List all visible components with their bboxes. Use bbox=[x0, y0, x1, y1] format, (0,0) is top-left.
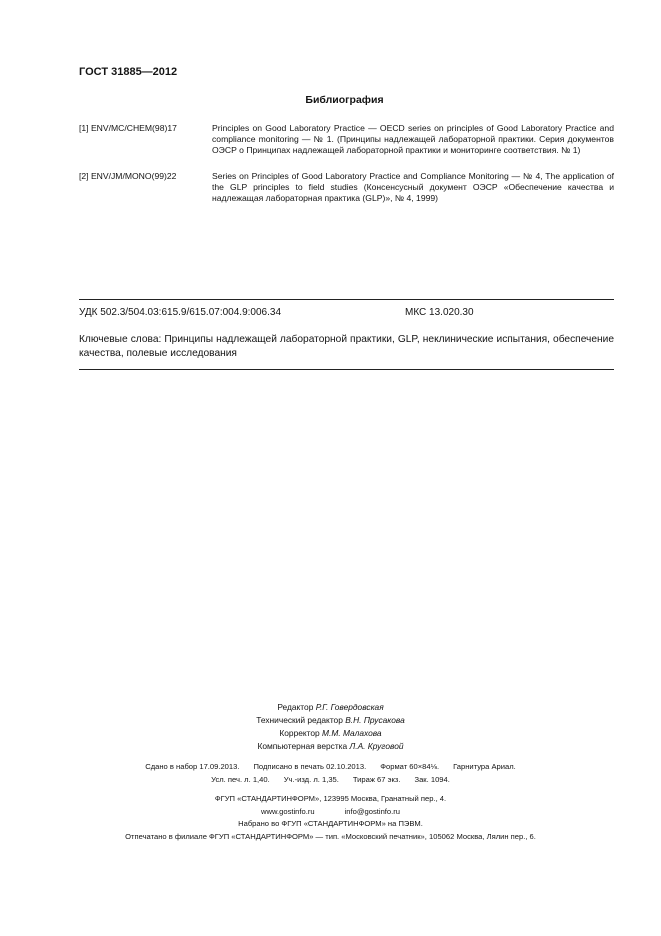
page-header-standard-number: ГОСТ 31885—2012 bbox=[79, 66, 178, 78]
imprint-signed-to-print: Подписано в печать 02.10.2013. bbox=[253, 762, 367, 771]
publisher-typeset-note: Набрано во ФГУП «СТАНДАРТИНФОРМ» на ПЭВМ. bbox=[238, 819, 423, 828]
udk-code: УДК 502.3/504.03:615.9/615.07:004.9:006.34 bbox=[79, 307, 282, 318]
credit-line bbox=[0, 740, 661, 753]
credit-name: М.М. Малахова bbox=[322, 728, 382, 738]
imprint-line bbox=[0, 773, 661, 786]
bibliography-entry bbox=[79, 171, 614, 204]
bibliography-entry bbox=[79, 123, 614, 156]
keywords-text: Принципы надлежащей лабораторной практики, GLP, неклинические испытания, обеспечение качества, полевые исследования bbox=[79, 334, 614, 359]
publisher-address: ФГУП «СТАНДАРТИНФОРМ», 123995 Москва, Гранатный пер., 4. bbox=[214, 794, 447, 803]
bibliography-entry-code: [1] ENV/MC/CHEM(98)17 bbox=[79, 123, 177, 133]
credit-role: Корректор bbox=[279, 728, 323, 738]
imprint-line bbox=[0, 760, 661, 773]
credit-role: Редактор bbox=[277, 702, 316, 712]
credit-role: Компьютерная верстка bbox=[257, 741, 350, 751]
credit-line bbox=[0, 701, 661, 714]
imprint-sent-to-set: Сдано в набор 17.09.2013. bbox=[145, 762, 240, 771]
bibliography-entry-text: Series on Principles of Good Laboratory Practice and Compliance Monitoring — № 4, The application of the GLP principles to field studies (Консенсусный документ ОЭСР «Обеспечение качества и надлежащая лабораторная практика (GLP)», № 4, 1999) bbox=[212, 171, 614, 203]
credit-name: В.Н. Прусакова bbox=[345, 715, 405, 725]
credit-name: Л.А. Круговой bbox=[349, 741, 404, 751]
mks-code: МКС 13.020.30 bbox=[405, 307, 474, 318]
credit-name: Р.Г. Говердовская bbox=[315, 702, 384, 712]
credit-role: Технический редактор bbox=[256, 715, 346, 725]
imprint-typeface: Гарнитура Ариал. bbox=[453, 762, 516, 771]
imprint-pub-sheets: Уч.-изд. л. 1,35. bbox=[283, 775, 339, 784]
imprint-print-sheets: Усл. печ. л. 1,40. bbox=[211, 775, 270, 784]
publisher-printed-note: Отпечатано в филиале ФГУП «СТАНДАРТИНФОРМ» — тип. «Московский печатник», 105062 Москва, Лялин пер., 6. bbox=[125, 831, 536, 841]
keywords-label: Ключевые слова: bbox=[79, 334, 162, 345]
imprint-block bbox=[0, 760, 661, 786]
imprint-format: Формат 60×84⅛. bbox=[380, 762, 440, 771]
publisher-email-link[interactable]: info@gostinfo.ru bbox=[344, 806, 401, 816]
bibliography-title: Библиография bbox=[305, 94, 384, 106]
bibliography-entry-code: [2] ENV/JM/MONO(99)22 bbox=[79, 171, 177, 181]
publisher-block bbox=[0, 793, 661, 843]
imprint-circulation: Тираж 67 экз. bbox=[352, 775, 401, 784]
credits-block bbox=[0, 701, 661, 753]
publisher-contacts bbox=[0, 806, 661, 819]
credit-line bbox=[0, 714, 661, 727]
divider bbox=[79, 299, 614, 300]
bibliography-entry-text: Principles on Good Laboratory Practice — OECD series on principles of Good Laboratory Practice and compliance monitoring — № 1. (Принципы надлежащей лабораторной практики. Серия документов ОЭСР о Принципах надлежащей лабораторной практики и мониторинге соответствия. № 1) bbox=[212, 123, 614, 155]
keywords-paragraph bbox=[79, 333, 614, 360]
imprint-order: Зак. 1094. bbox=[414, 775, 450, 784]
publisher-website-link[interactable]: www.gostinfo.ru bbox=[260, 806, 315, 816]
divider bbox=[79, 369, 614, 370]
credit-line bbox=[0, 727, 661, 740]
